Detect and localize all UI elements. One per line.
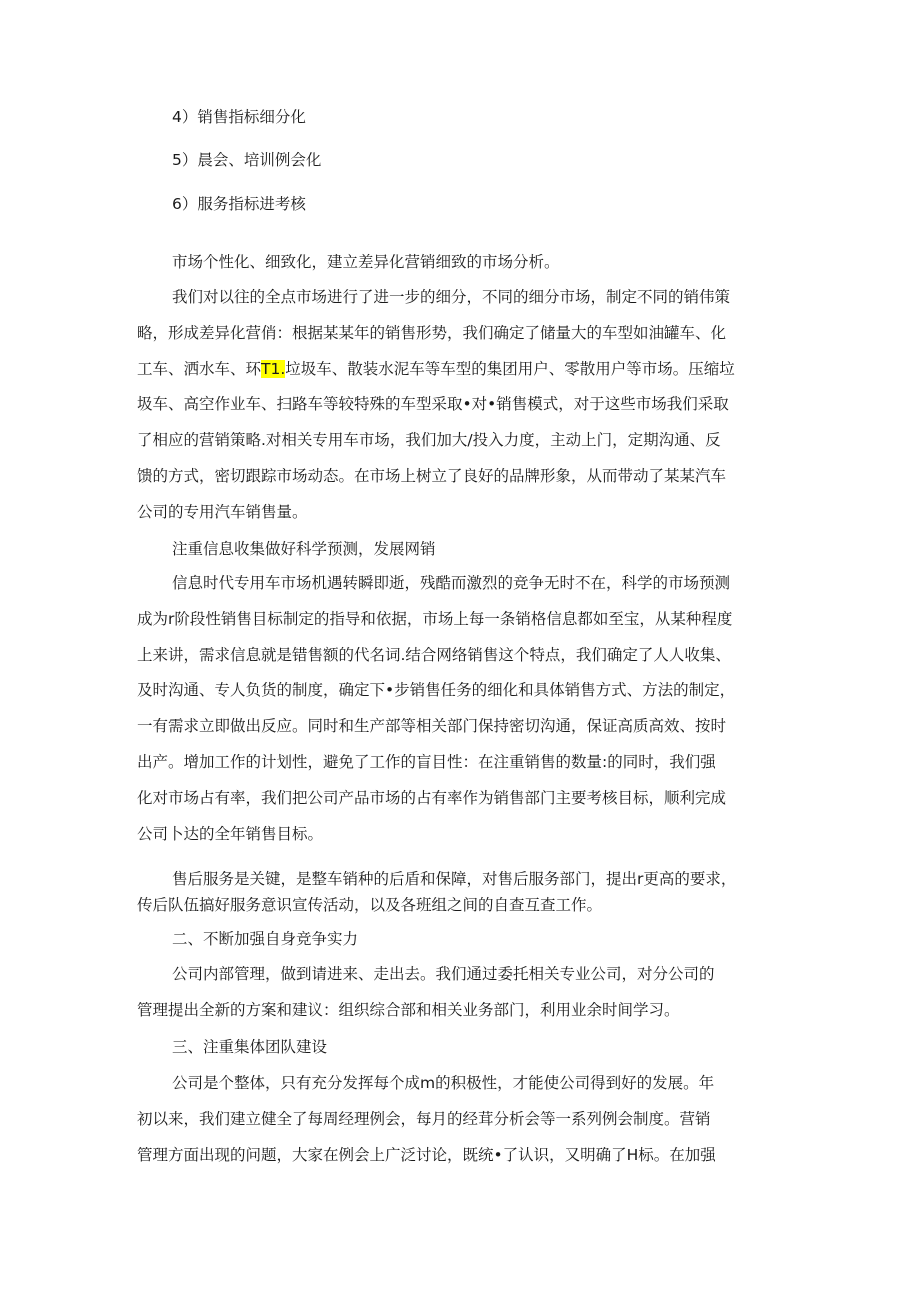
paragraph-service xyxy=(137,866,777,918)
paragraph-line: 略，形成差异化营俏：根据某某年的销售形势，我们确定了储量大的车型如油罐车、化 xyxy=(137,323,727,342)
section-heading-three: 三、注重集体团队建设 xyxy=(172,1038,328,1056)
paragraph-line: 馈的方式，密切跟踪市场动态。在市场上树立了良好的品牌形象，从而带动了某某汽车 xyxy=(137,466,727,485)
paragraph-three xyxy=(137,1066,777,1173)
paragraph-line: 公司内部管理，做到请进来、走出去。我们通过委托相关专业公司，对分公司的 xyxy=(172,965,715,983)
paragraph-line: 公司卜达的全年销售目标。 xyxy=(137,824,324,843)
section-heading-market: 市场个性化、细致化，建立差异化营销细致的市场分析。 xyxy=(172,253,560,271)
line-segment: 垃圾车、散装水泥车等车型的集团用户、零散用户等市场。压缩垃 xyxy=(285,359,735,378)
paragraph-line: 一有需求立即做出反应。同时和生产部等相关部门保持密切沟通，保证高质高效、按时 xyxy=(137,717,727,736)
list-item: 5）晨会、培训例会化 xyxy=(172,151,322,169)
paragraph-line: 公司的专用汽车销售量。 xyxy=(137,502,308,521)
paragraph-info xyxy=(137,566,777,852)
paragraph-line: 管理提出全新的方案和建议：组织综合部和相关业务部门，利用业余时间学习。 xyxy=(137,1000,680,1019)
section-heading-info: 注重信息收集做好科学预测，发展网销 xyxy=(172,540,436,558)
paragraph-line: 上来讲，需求信息就是错售额的代名词.结合网络销售这个特点，我们确定了人人收集、 xyxy=(137,645,731,664)
paragraph-line: 圾车、高空作业车、扫路车等较特殊的车型采取•对•销售模式，对于这些市场我们采取 xyxy=(137,395,729,414)
paragraph-market xyxy=(137,280,777,531)
list-item: 4）销售指标细分化 xyxy=(172,108,306,126)
paragraph-line: 信息时代专用车市场机遇转瞬即逝，残酷而激烈的竞争无时不在，科学的市场预测 xyxy=(172,574,731,592)
paragraph-line: 化对市场占有率，我们把公司产品市场的占有率作为销售部门主要考核目标，顺利完成 xyxy=(137,788,727,807)
paragraph-line: 及时沟通、专人负货的制度，确定下•步销售任务的细化和具体销售方式、方法的制定， xyxy=(137,681,736,700)
paragraph-line: 成为r阶段性销售目标制定的指导和依据，市场上每一条销格信息都如至宝，从某种程度 xyxy=(137,609,733,628)
section-heading-two: 二、不断加强自身竞争实力 xyxy=(172,930,359,948)
paragraph-line: 了相应的营销策略.对相关专用车市场，我们加大/投入力度，主动上门，定期沟通、反 xyxy=(137,431,721,450)
paragraph-line: 初以来，我们建立健全了每周经理例会，每月的经茸分析会等一系列例会制度。营销 xyxy=(137,1109,711,1128)
highlighted-text: T1. xyxy=(261,359,286,378)
paragraph-two xyxy=(137,957,777,1029)
line-segment: 工车、洒水车、环 xyxy=(137,359,262,378)
paragraph-line: 公司是个整体，只有充分发挥每个成m的积极性，才能使公司得到好的发展。年 xyxy=(172,1074,715,1092)
paragraph-line xyxy=(137,352,777,388)
paragraph-line: 传后队伍搞好服务意识宣传活动，以及各班组之间的自查互查工作。 xyxy=(137,896,603,914)
paragraph-line: 出产。增加工作的计划性，避免了工作的盲目性：在注重销售的数量:的同时，我们强 xyxy=(137,752,716,771)
list-item: 6）服务指标进考核 xyxy=(172,195,306,213)
paragraph-line: 管理方面出现的问题，大家在例会上广泛讨论，既统•了认识，又明确了H标。在加强 xyxy=(137,1145,716,1164)
paragraph-line: 售后服务是关键，是整车销种的后盾和保障，对售后服务部门，提出r更高的要求， xyxy=(172,870,737,888)
paragraph-line: 我们对以往的全点市场进行了进一步的细分，不同的细分市场，制定不同的销伟策 xyxy=(172,288,731,306)
